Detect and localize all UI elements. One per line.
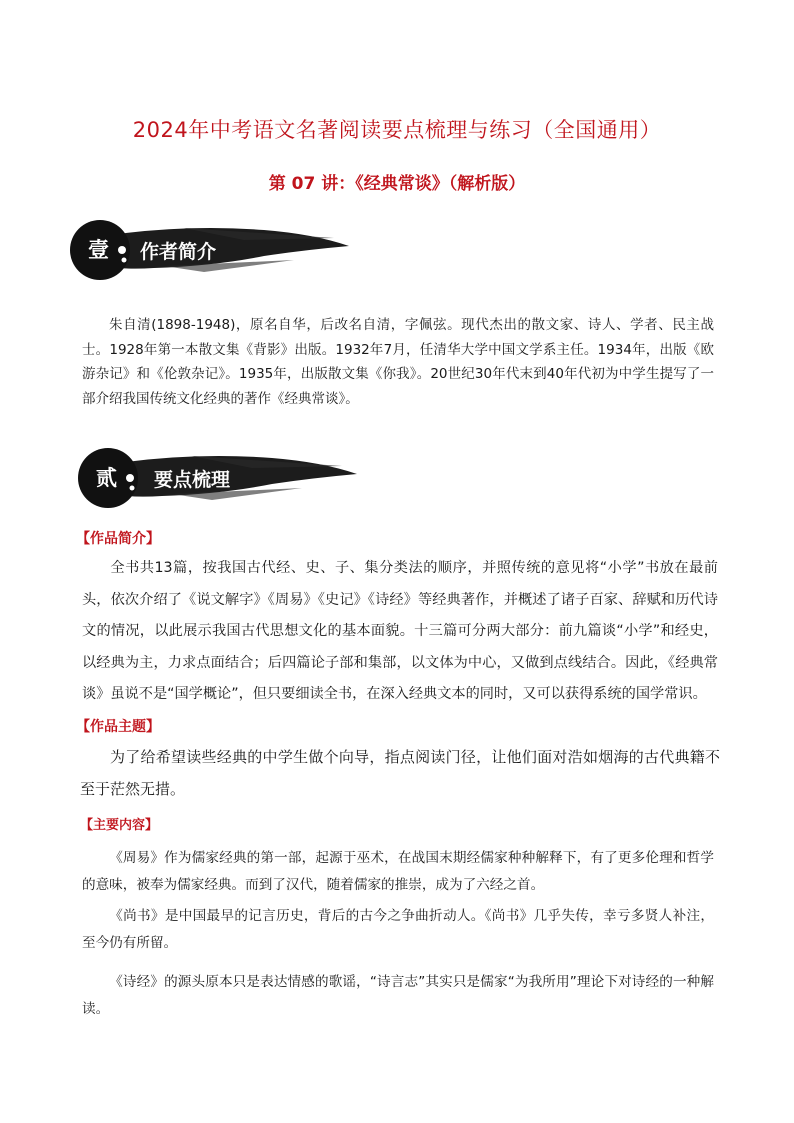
work-theme-paragraph: 为了给希望读些经典的中学生做个向导，指点阅读门径，让他们面对浩如烟海的古代典籍不至于茫然无措。 [80,748,720,798]
section-banner-author [64,216,354,286]
main-content-paragraph: 《诗经》的源头原本只是表达情感的歌谣，“诗言志”其实只是儒家“为我所用”理论下对诗经的一种解读。 [82,974,714,1017]
section-banner-keypoints [72,444,362,514]
work-intro-heading: 【作品简介】 [76,531,160,547]
document-subtitle: 第 07 讲：《经典常谈》（解析版） [268,174,526,194]
main-content-heading: 【主要内容】 [80,818,159,833]
work-intro-paragraph: 全书共13篇，按我国古代经、史、子、集分类法的顺序，并照传统的意见将“小学”书放在最前头，依次介绍了《说文解字》《周易》《史记》《诗经》等经典著作，并概述了诸子百家、辞赋和历代诗文的情况，以此展示我国古代思想文化的基本面貌。十三篇可分两大部分：前九篇谈“小学”和经史，以经典为主，力求点面结合；后四篇论子部和集部，以文体为中心，又做到点线结合。因此，《经典常谈》虽说不是“国学概论”，但只要细读全书，在深入经典文本的同时，又可以获得系统的国学常识。 [82,560,718,702]
document-title: 2024年中考语文名著阅读要点梳理与练习（全国通用） [132,118,662,142]
main-content-paragraph: 《尚书》是中国最早的记言历史，背后的古今之争曲折动人。《尚书》几乎失传，幸亏多贤人补注，至今仍有所留。 [82,908,714,951]
section-number: 贰 [96,465,117,490]
section-number: 壹 [88,237,109,262]
section-label: 要点梳理 [154,469,231,491]
author-intro-paragraph: 朱自清(1898-1948)，原名自华，后改名自清，字佩弦。现代杰出的散文家、诗人、学者、民主战士。1928年第一本散文集《背影》出版。1932年7月，任清华大学中国文学系主任。1934年，出版《欧游杂记》和《伦敦杂记》。1935年，出版散文集《你我》。20世纪30年代末到40年代初为中学生提写了一部介绍我国传统文化经典的著作《经典常谈》。 [82,317,714,407]
section-label: 作者简介 [140,241,217,263]
work-theme-heading: 【作品主题】 [76,719,160,735]
main-content-paragraph: 《周易》作为儒家经典的第一部，起源于巫术，在战国末期经儒家种种解释下，有了更多伦理和哲学的意味，被奉为儒家经典。而到了汉代，随着儒家的推崇，成为了六经之首。 [82,850,714,893]
